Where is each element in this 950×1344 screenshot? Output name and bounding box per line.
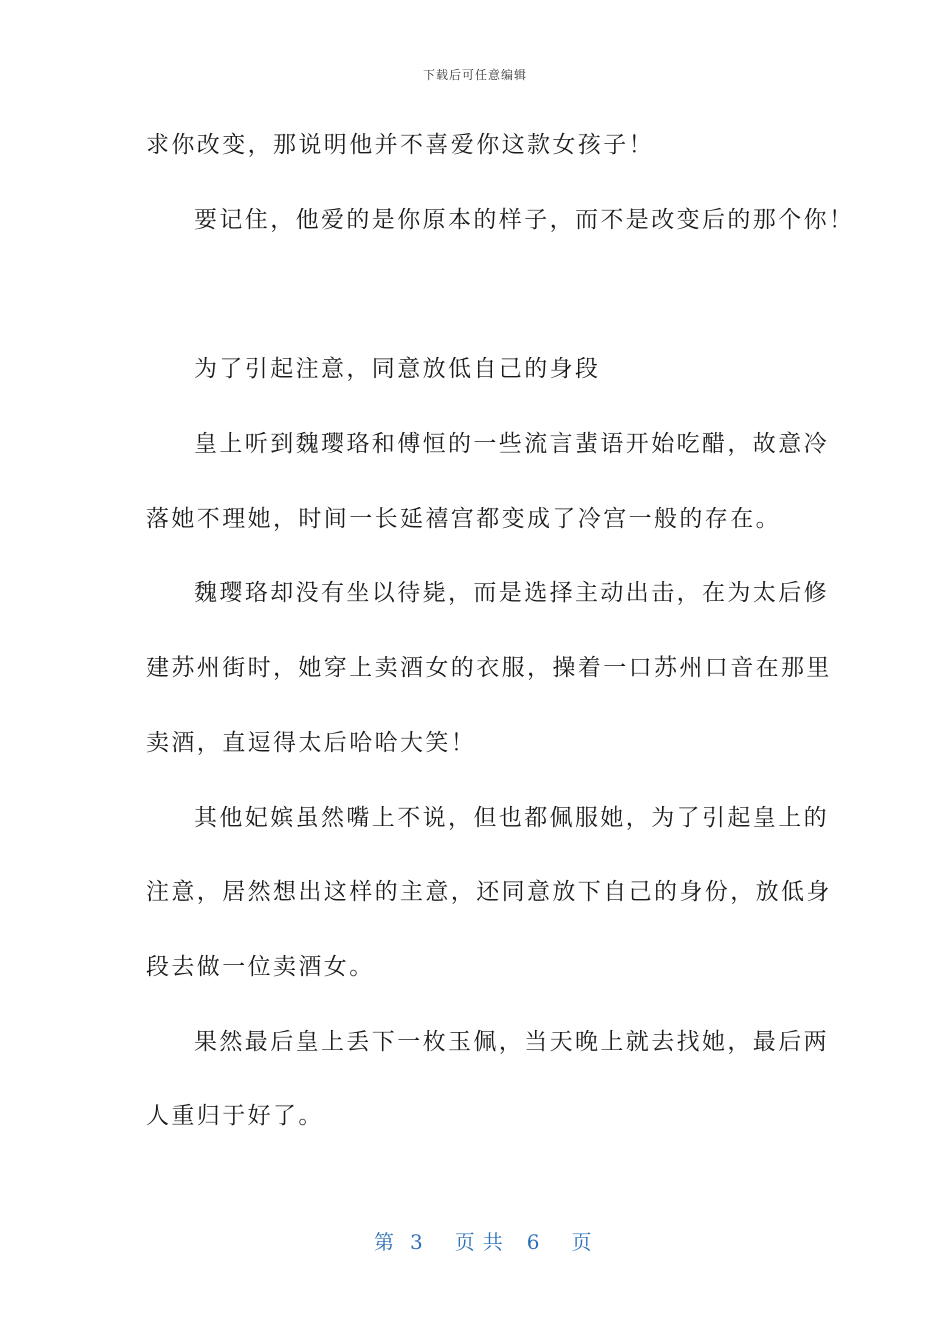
footer-prefix: 第	[374, 1230, 394, 1254]
text-line: 落她不理她，时间一长延禧宫都变成了冷宫一般的存在。	[146, 506, 781, 532]
page-header: 下载后可任意编辑	[422, 68, 527, 82]
text-line: 求你改变，那说明他并不喜爱你这款女孩子！	[146, 132, 654, 158]
text-line: 要记住，他爱的是你原本的样子，而不是改变后的那个你！	[194, 207, 855, 233]
text-line: 卖酒，直逗得太后哈哈大笑！	[146, 730, 477, 756]
text-line: 注意，居然想出这样的主意，还同意放下自己的身份，放低身	[146, 879, 832, 905]
section-heading: 为了引起注意，同意放低自己的身段	[194, 356, 601, 382]
page-number-footer	[374, 1226, 591, 1255]
text-line: 皇上听到魏璎珞和傅恒的一些流言蜚语开始吃醋，故意冷	[194, 431, 829, 457]
text-line: 其他妃嫔虽然嘴上不说，但也都佩服她，为了引起皇上的	[194, 805, 829, 831]
total-pages-number: 6	[526, 1230, 540, 1254]
text-line: 段去做一位卖酒女。	[146, 954, 375, 980]
footer-suffix: 页	[571, 1230, 592, 1254]
current-page-number: 3	[410, 1230, 423, 1254]
text-line: 果然最后皇上丢下一枚玉佩，当天晚上就去找她，最后两	[194, 1029, 829, 1055]
text-line: 建苏州街时，她穿上卖酒女的衣服，操着一口苏州口音在那里	[146, 655, 832, 681]
text-line: 魏璎珞却没有坐以待毙，而是选择主动出击，在为太后修	[194, 580, 829, 606]
footer-middle: 页共	[454, 1230, 511, 1254]
text-line: 人重归于好了。	[146, 1103, 324, 1129]
